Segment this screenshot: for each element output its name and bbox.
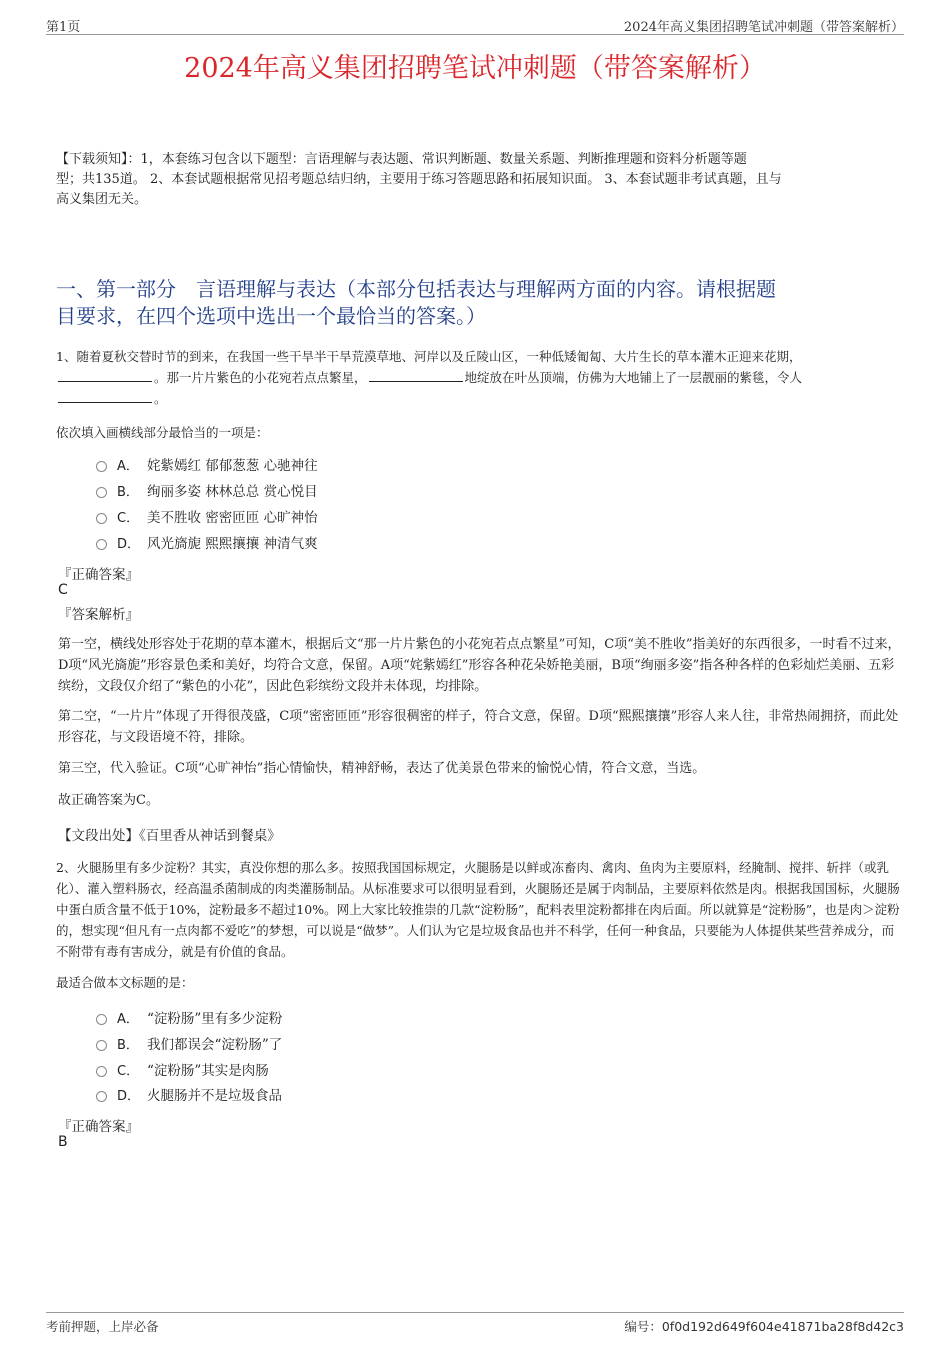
q1-option-b[interactable]: B． 绚丽多姿 林林总总 赏心悦目	[96, 481, 318, 503]
section-heading-line: 目要求，在四个选项中选出一个最恰当的答案。）	[56, 304, 486, 328]
question-1-stem: 1、随着夏秋交替时节的到来，在我国一些干旱半干旱荒漠草地、河岸以及丘陵山区，一种低矮匍匐、大片生长的草本灌木正迎来花期， 。那一片片紫色的小花宛若点点繁星， 地绽放在叶丛顶端，仿佛为大地铺上了一层靓丽的紫毯，令人 。	[56, 349, 803, 406]
analysis-paragraph: 第一空，横线处形容处于花期的草本灌木，根据后文“那一片片紫色的小花宛若点点繁星”可知，C项“美不胜收”指美好的东西很多，一时看不过来，D项“风光旖旎”形容景色柔和美好，均符合文意，保留。A项“姹紫嫣红”形容各种花朵娇艳美丽，B项“绚丽多姿”指各种各样的色彩灿烂美丽、五彩缤纷，文段仅介绍了“紫色的小花”，因此色彩缤纷文段并未体现，均排除。	[58, 637, 901, 694]
radio-icon[interactable]	[96, 1014, 107, 1025]
radio-icon[interactable]	[96, 1066, 107, 1077]
document-title: 2024年高义集团招聘笔试冲刺题（带答案解析）	[184, 53, 766, 84]
question-1-prompt: 依次填入画横线部分最恰当的一项是：	[56, 425, 269, 440]
document-id: 编号：0f0d192d649f604e41871ba28f8d42c3	[624, 1319, 904, 1334]
section-heading-line: 一、第一部分 言语理解与表达（本部分包括表达与理解两方面的内容。请根据题	[56, 277, 776, 301]
fill-blank	[369, 367, 463, 382]
page-header	[46, 14, 904, 35]
page-number: 第1页	[46, 20, 81, 35]
radio-icon[interactable]	[96, 539, 107, 550]
radio-icon[interactable]	[96, 461, 107, 472]
fill-blank	[58, 388, 152, 403]
correct-answer: C	[58, 582, 68, 598]
correct-answer: B	[58, 1134, 68, 1150]
section-heading	[56, 276, 902, 330]
notice-line: 型；共135道。 2、本套试题根据常见招考题总结归纳，主要用于练习答题思路和拓展知识面。 3、本套试题非考试真题，且与	[56, 172, 782, 187]
question-2-stem: 2、火腿肠里有多少淀粉？其实，真没你想的那么多。按照我国国标规定，火腿肠是以鲜或冻畜肉、禽肉、鱼肉为主要原料，经腌制、搅拌、斩拌（或乳化）、灌入塑料肠衣，经高温杀菌制成的肉类灌肠制品。从标准要求可以很明显看到，火腿肠还是属于肉制品，主要原料依然是肉。根据我国国标，火腿肠中蛋白质含量不低于10%，淀粉最多不超过10%。网上大家比较推崇的几款“淀粉肠”，配料表里淀粉都排在肉后面。所以就算是“淀粉肠”，也是肉＞淀粉的，想实现“但凡有一点肉都不爱吃”的梦想，可以说是“做梦”。人们认为它是垃圾食品也并不科学，任何一种食品，只要能为人体提供某些营养成分，而不附带有毒有害成分，就是有价值的食品。	[56, 860, 900, 959]
analysis-paragraph: 故正确答案为C。	[58, 793, 159, 808]
download-notice	[56, 150, 902, 210]
q2-option-d[interactable]: D． 火腿肠并不是垃圾食品	[96, 1085, 282, 1107]
q2-option-c[interactable]: C． “淀粉肠”其实是肉肠	[96, 1060, 269, 1082]
fill-blank	[58, 367, 152, 382]
analysis-paragraph: 第三空，代入验证。C项“心旷神怡”指心情愉快，精神舒畅，表达了优美景色带来的愉悦心情，符合文意，当选。	[58, 761, 706, 776]
notice-line: 高义集团无关。	[56, 192, 148, 207]
radio-icon[interactable]	[96, 513, 107, 524]
answer-label: 『正确答案』	[58, 1119, 139, 1135]
source-citation: 【文段出处】《百里香从神话到餐桌》	[58, 828, 281, 844]
answer-label: 『正确答案』	[58, 567, 139, 583]
header-title: 2024年高义集团招聘笔试冲刺题（带答案解析）	[623, 20, 904, 35]
notice-line: 【下载须知】：1，本套练习包含以下题型：言语理解与表达题、常识判断题、数量关系题、判断推理题和资料分析题等题	[56, 152, 747, 167]
q1-option-c[interactable]: C． 美不胜收 密密匝匝 心旷神怡	[96, 507, 318, 529]
question-2-prompt: 最适合做本文标题的是：	[56, 975, 194, 990]
page-footer	[46, 1312, 904, 1335]
q2-option-b[interactable]: B． 我们都误会“淀粉肠”了	[96, 1034, 282, 1056]
q1-option-d[interactable]: D． 风光旖旎 熙熙攘攘 神清气爽	[96, 533, 318, 555]
footer-slogan: 考前押题，上岸必备	[46, 1319, 159, 1334]
radio-icon[interactable]	[96, 487, 107, 498]
analysis-label: 『答案解析』	[58, 607, 139, 623]
radio-icon[interactable]	[96, 1091, 107, 1102]
q2-option-a[interactable]: A． “淀粉肠”里有多少淀粉	[96, 1008, 282, 1030]
q1-option-a[interactable]: A． 姹紫嫣红 郁郁葱葱 心驰神往	[96, 455, 318, 477]
analysis-paragraph: 第二空，“一片片”体现了开得很茂盛，C项“密密匝匝”形容很稠密的样子，符合文意，保留。D项“熙熙攘攘”形容人来人往，非常热闹拥挤，而此处形容花，与文段语境不符，排除。	[58, 709, 899, 745]
radio-icon[interactable]	[96, 1040, 107, 1051]
